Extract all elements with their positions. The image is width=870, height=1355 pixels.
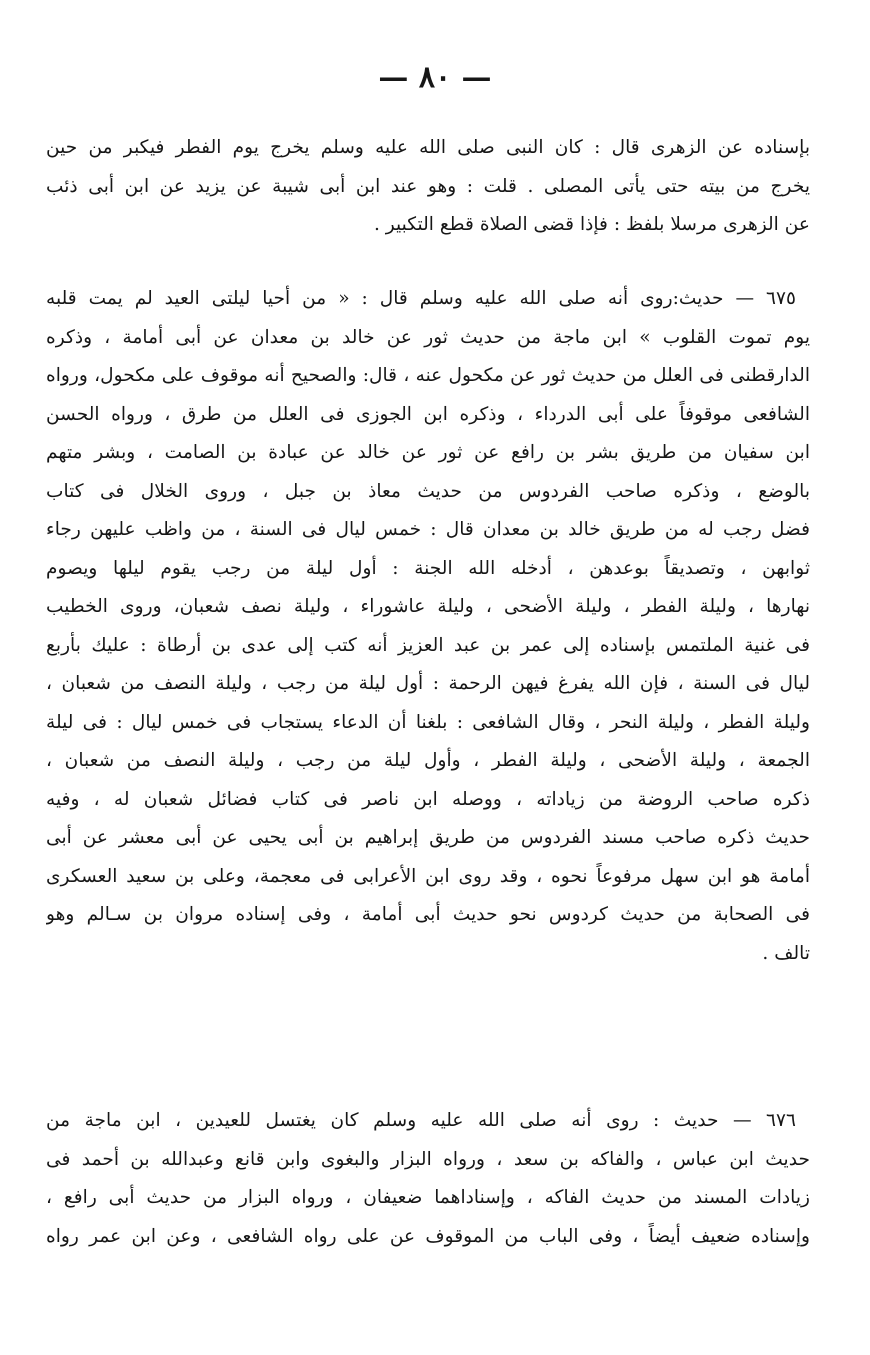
text-line: ذكره صاحب الروضة من زياداته ، ووصله ابن ناصر فى كتاب فضائل شعبان له ، وفيه [46,788,810,810]
text-line: فضل رجب له من طريق خالد بن معدان قال : خمس ليال فى السنة ، من واظب عليهن رجاء [46,519,810,540]
text-line: أمامة هو ابن سهل مرفوعاً نحوه ، وقد روى ابن الأعرابى فى معجمة، وعلى بن سعيد العسكرى [46,865,810,887]
text-line: يوم تموت القلوب » ابن ماجة من حديث ثور عن خالد بن معدان عن أبى أمامة ، وذكره [46,326,810,348]
text-line: الدارقطنى فى العلل من حديث ثور عن مكحول عنه ، قال: والصحيح أنه موقوف على مكحول، ورواه [46,365,810,386]
text-line: ابن سفيان من طريق بشر بن رافع عن ثور عن خالد عن عبادة بن الصامت ، وبشر متهم [46,442,810,463]
text-line: بالوضع ، وذكره صاحب الفردوس من حديث معاذ بن جبل ، وروى الخلال فى كتاب [46,480,810,502]
paragraph-zuhri-takbir [46,129,810,245]
text-line: حديث ذكره صاحب مسند الفردوس من طريق إبراهيم بن أبى يحيى عن أبى معشر عن أبى [46,827,810,848]
text-line: الشافعى موقوفاً على أبى الدرداء ، وذكره ابن الجوزى فى العلل من طرق ، ورواه الحسن [46,403,810,425]
text-line: بإسناده عن الزهرى قال : كان النبى صلى الله عليه وسلم يخرج يوم الفطر فيكبر من حين [46,137,810,158]
text-line: وإسناده ضعيف أيضاً ، وفى الباب من الموقوف عن على رواه الشافعى ، وعن ابن عمر رواه [46,1225,810,1247]
text-line: ٦٧٦ — حديث : روى أنه صلى الله عليه وسلم كان يغتسل للعيدين ، ابن ماجة من [46,1110,796,1131]
text-line: فى غنية الملتمس بإسناده إلى عمر بن عبد العزيز أنه كتب إلى عدى بن أرطاة : عليك بأربع [46,634,810,656]
text-line: حديث ابن عباس ، والفاكه بن سعد ، ورواه البزار والبغوى وابن قانع وعبدالله بن أحمد فى [46,1148,810,1170]
paragraph-hadith-676 [46,1102,810,1256]
text-line: ٦٧٥ — حديث:روى أنه صلى الله عليه وسلم قال : « من أحيا ليلتى العيد لم يمت قلبه [46,288,796,309]
paragraph-hadith-675 [46,280,810,973]
text-line: فى الصحابة من حديث كردوس نحو حديث أبى أمامة ، وفى إسناده مروان بن سـالم وهو [46,904,810,925]
text-line: تالف . [762,942,810,964]
text-line: عن الزهرى مرسلا بلفظ : فإذا قضى الصلاة قطع التكبير . [373,214,810,235]
text-line: نهارها ، وليلة الفطر ، وليلة الأضحى ، وليلة عاشوراء ، وليلة نصف شعبان، وروى الخطيب [46,596,810,617]
page-number: — ٨٠ — [378,60,492,95]
text-line: يخرج من بيته حتى يأتى المصلى . قلت : وهو عند ابن أبى شيبة عن يزيد عن ابن أبى ذئب [46,175,810,197]
text-line: الجمعة ، وليلة الأضحى ، وليلة الفطر ، وأول ليلة من رجب ، وليلة النصف من شعبان ، [46,750,810,771]
text-line: زيادات المسند من حديث الفاكه ، وإسناداهما ضعيفان ، ورواه البزار من حديث أبى رافع ، [46,1187,810,1208]
text-line: ليال فى السنة ، فإن الله يفرغ فيهن الرحمة : أول ليلة من رجب ، وليلة النصف من شعبان ، [46,673,810,694]
text-line: ثوابهن ، وتصديقاً بوعدهن ، أدخله الله الجنة : أول ليلة من رجب يقوم ليلها ويصوم [46,557,810,579]
text-line: وليلة الفطر ، وليلة النحر ، وقال الشافعى : بلغنا أن الدعاء يستجاب فى خمس ليال : فى ليلة [46,711,810,733]
